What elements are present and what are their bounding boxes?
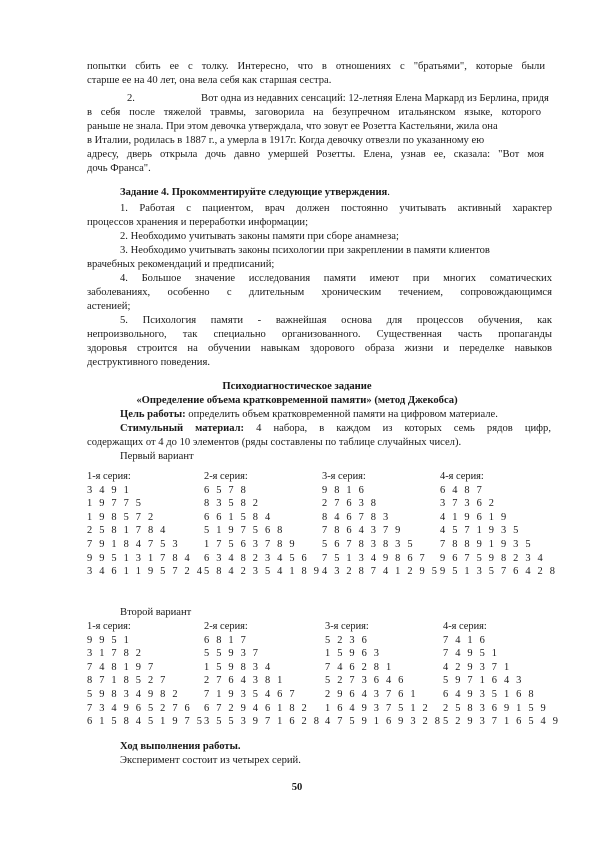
digit-row: 8 3 5 8 2 [204, 498, 261, 510]
series-label: 1-я серия: [87, 621, 131, 632]
text-line: Вот одна из недавних сенсаций: 12-летняя Елена Маркард из Берлина, придя [201, 93, 549, 104]
text-line: адресу, дверь открыла дочь давно умершей Розетты. Елена, узнав ее, сказала: "Вот моя [87, 149, 544, 160]
digit-row: 4 1 9 6 1 9 [440, 511, 509, 523]
digit-row: 1 6 4 9 3 7 5 1 2 [325, 702, 430, 714]
stimulus-text: 4 набора, в каждом из которых семь рядов цифр, [244, 423, 551, 434]
statement-item: 5. Психология памяти - важнейшая основа для процессов обучения, как [120, 315, 552, 326]
digit-row: 5 8 4 2 3 5 4 1 8 9 [204, 566, 322, 578]
variant-title: Второй вариант [120, 607, 192, 618]
statement-item: 2. Необходимо учитывать законы памяти при сборе анамнеза; [120, 231, 399, 242]
digit-row: 4 2 9 3 7 1 [443, 661, 512, 673]
digit-row: 9 5 1 3 5 7 6 4 2 8 [440, 566, 558, 578]
list-number: 2. [127, 93, 135, 104]
series-column [325, 620, 442, 729]
digit-row: 3 5 5 3 9 7 1 6 2 8 [204, 716, 322, 728]
series-label: 3-я серия: [325, 621, 369, 632]
statement-item: 4. Большое значение исследования памяти имеют при многих соматических [120, 273, 552, 284]
text-line: дочь Франса". [87, 163, 151, 174]
digit-row: 9 9 5 1 3 1 7 8 4 [87, 552, 192, 564]
procedure-text: Эксперимент состоит из четырех серий. [120, 755, 301, 766]
digit-row: 9 6 7 5 9 8 2 3 4 [440, 552, 545, 564]
series-label: 4-я серия: [440, 471, 484, 482]
digit-row: 5 2 9 3 7 1 6 5 4 9 [443, 716, 561, 728]
statement-item: 3. Необходимо учитывать законы психологии при закреплении в памяти клиентов [120, 245, 490, 256]
task-title-period: . [387, 187, 390, 198]
digit-row: 6 4 9 3 5 1 6 8 [443, 688, 536, 700]
task-title-text: Задание 4. Прокомментируйте следующие утверждения [120, 187, 388, 198]
digit-row: 4 3 2 8 7 4 1 2 9 5 [322, 566, 440, 578]
series-column [443, 620, 560, 729]
series-label: 3-я серия: [322, 471, 366, 482]
digit-row: 7 4 1 6 [443, 634, 487, 646]
digit-row: 5 1 9 7 5 6 8 [204, 525, 285, 537]
series-column [440, 470, 557, 579]
procedure-title: Ход выполнения работы. [120, 741, 241, 752]
digit-row: 2 5 8 3 6 9 1 5 9 [443, 702, 548, 714]
digit-row: 8 4 6 7 8 3 [322, 511, 391, 523]
text-line: раньше не знала. При этом девочка утверждала, что зовут ее Розетта Кастельяни, жила она [87, 121, 498, 132]
statement-item: заболеваниях, особенно с длительным хроническим течением, сопровождающимся [87, 287, 552, 298]
section-heading: Психодиагностическое задание [222, 381, 372, 392]
digit-row: 3 4 6 1 1 9 5 7 2 4 [87, 566, 205, 578]
series-column [204, 470, 321, 579]
digit-row: 7 9 1 8 4 7 5 3 [87, 538, 180, 550]
digit-row: 7 4 6 2 8 1 [325, 661, 394, 673]
series-label: 1-я серия: [87, 471, 131, 482]
digit-row: 5 5 9 3 7 [204, 648, 261, 660]
digit-row: 7 3 4 9 6 5 2 7 6 [87, 702, 192, 714]
digit-row: 7 8 6 4 3 7 9 [322, 525, 403, 537]
digit-row: 1 9 8 5 7 2 [87, 511, 156, 523]
series-label: 4-я серия: [443, 621, 487, 632]
digit-row: 5 9 7 1 6 4 3 [443, 675, 524, 687]
series-label: 2-я серия: [204, 621, 248, 632]
goal-text: определить объем кратковременной памяти на цифровом материале. [185, 409, 498, 420]
text-line: в себя после тяжелой травмы, заговорила на безупречном итальянском языке, которого [87, 107, 541, 118]
digit-row: 3 4 9 1 [87, 484, 131, 496]
digit-row: 2 7 6 3 8 [322, 498, 379, 510]
digit-row: 7 1 9 3 5 4 6 7 [204, 688, 297, 700]
statement-item: здоровья строится на обучении навыкам здорового образа жизни и переделке навыков [87, 343, 552, 354]
series-column [322, 470, 439, 579]
digit-row: 7 4 8 1 9 7 [87, 661, 156, 673]
digit-row: 4 5 7 1 9 3 5 [440, 525, 521, 537]
task-title [120, 186, 390, 200]
text-line: попытки сбить ее с толку. Интересно, что в отношениях с "братьями", которые были [87, 61, 545, 72]
digit-row: 2 5 8 1 7 8 4 [87, 525, 168, 537]
text-line: в Италии, родилась в 1887 г., а умерла в 1917г. Когда девочку отвезли по указанному ею [87, 135, 485, 146]
digit-row: 9 8 1 6 [322, 484, 366, 496]
digit-row: 1 5 9 6 3 [325, 648, 382, 660]
digit-row: 4 7 5 9 1 6 9 3 2 8 [325, 716, 443, 728]
stimulus-label: Стимульный материал: [120, 423, 245, 434]
stimulus-line: содержащих от 4 до 10 элементов (ряды составлены по таблице случайных чисел). [87, 437, 462, 448]
digit-row: 1 5 9 8 3 4 [204, 661, 273, 673]
digit-row: 5 2 7 3 6 4 6 [325, 675, 406, 687]
statement-item: деструктивного поведения. [87, 357, 210, 368]
digit-row: 5 9 8 3 4 9 8 2 [87, 688, 180, 700]
digit-row: 2 9 6 4 3 7 6 1 [325, 688, 418, 700]
digit-row: 3 1 7 8 2 [87, 648, 144, 660]
digit-row: 6 6 1 5 8 4 [204, 511, 273, 523]
digit-row: 6 8 1 7 [204, 634, 248, 646]
digit-row: 5 6 7 8 3 8 3 5 [322, 538, 415, 550]
statement-item: непроизвольного, так специально организованного. Существенная часть пропаганды [87, 329, 552, 340]
series-column [87, 620, 204, 729]
stimulus-line [120, 422, 551, 436]
series-column [204, 620, 321, 729]
variant-title: Первый вариант [120, 451, 194, 462]
digit-row: 2 7 6 4 3 8 1 [204, 675, 285, 687]
section-subheading: «Определение объема кратковременной памяти» (метод Джекобса) [136, 395, 458, 406]
digit-row: 7 4 9 5 1 [443, 648, 500, 660]
digit-row: 6 5 7 8 [204, 484, 248, 496]
digit-row: 7 8 8 9 1 9 3 5 [440, 538, 533, 550]
series-label: 2-я серия: [204, 471, 248, 482]
statement-item: астенией; [87, 301, 131, 312]
digit-row: 1 7 5 6 3 7 8 9 [204, 538, 297, 550]
digit-row: 6 3 4 8 2 3 4 5 6 [204, 552, 309, 564]
digit-row: 8 7 1 8 5 2 7 [87, 675, 168, 687]
statement-item: процессов хранения и переработки информации; [87, 217, 309, 228]
series-column [87, 470, 204, 579]
digit-row: 1 9 7 7 5 [87, 498, 144, 510]
digit-row: 6 7 2 9 4 6 1 8 2 [204, 702, 309, 714]
goal-line [120, 408, 498, 422]
digit-row: 6 4 8 7 [440, 484, 484, 496]
digit-row: 7 5 1 3 4 9 8 6 7 [322, 552, 427, 564]
page-number: 50 [291, 782, 303, 793]
statement-item: 1. Работая с пациентом, врач должен постоянно учитывать активный характер [120, 203, 552, 214]
digit-row: 9 9 5 1 [87, 634, 131, 646]
digit-row: 6 1 5 8 4 5 1 9 7 5 [87, 716, 205, 728]
goal-label: Цель работы: [120, 409, 186, 420]
digit-row: 5 2 3 6 [325, 634, 369, 646]
statement-item: врачебных рекомендаций и предписаний; [87, 259, 275, 270]
digit-row: 3 7 3 6 2 [440, 498, 497, 510]
text-line: старше ее на 40 лет, она вела себя как старшая сестра. [87, 75, 332, 86]
